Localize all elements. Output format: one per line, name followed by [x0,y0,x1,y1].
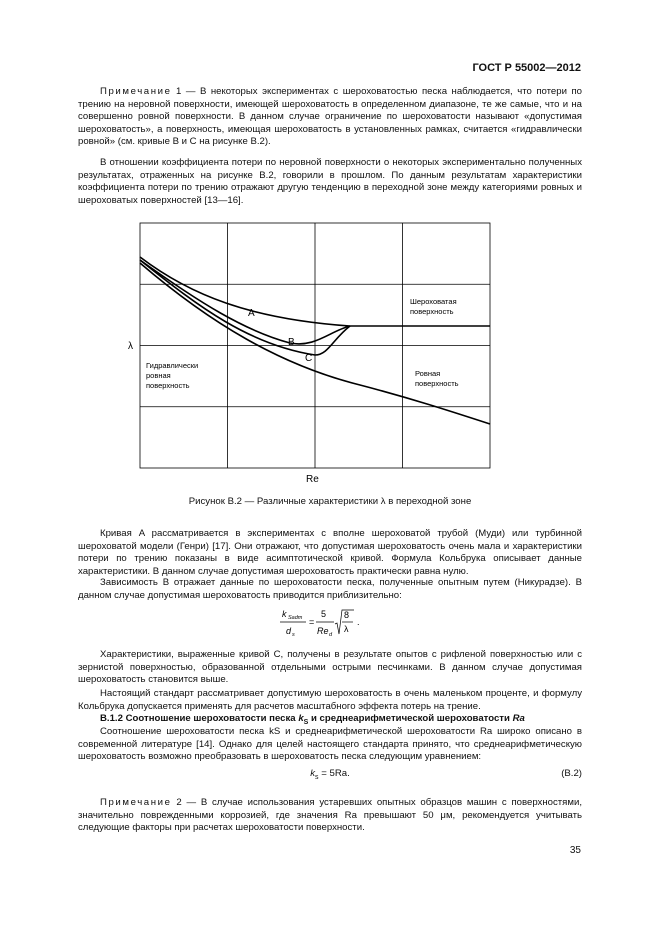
page-number: 35 [569,845,581,856]
equation-b2-number: (B.2) [561,768,582,779]
formula-root-den: λ [344,624,349,634]
paragraph-6: Соотношение шероховатости песка kS и среднеарифметической шероховатости Ra широко описано в современной литературе [14]. Однако для целей настоящего стандарта принято, что среднеарифметическую шероховатость возможно преобразовать в шероховатость песка следующим уравнением: [78,726,582,763]
figure-b2 [120,215,510,495]
eq2-rhs: = 5Ra. [318,768,350,779]
formula-period: . [357,617,360,627]
heading-ra: Ra [512,713,525,724]
paragraph-5: Настоящий стандарт рассматривает допустимую шероховатость в очень маленьком проценте, и формулу Кольбрука допускается применять для расчетов масштабного эффекта потерь на трение. [78,688,582,712]
formula-root-num: 8 [344,610,350,620]
formula-five: 5 [321,609,327,619]
paragraph-4: Характеристики, выраженные кривой C, получены в результате опытов с рифленой поверхностью или с зернистой поверхностью, образованной отдельными острыми песчинками. В данном случае допустимая шероховатость становится выше. [78,649,582,686]
equation-b2-body [78,768,582,781]
paragraph-2: Кривая A рассматривается в экспериментах с вполне шероховатой трубой (Муди) или турбинной шероховатой модели (Генри) [17]. Они отражают, что допустимая шероховатость очень мала и характеристики потери по трению показаны в виде асимптотической кривой. Формула Кольбрука описывает данные характеристики. В данном случае допустимая шероховатость практически равна нулю. [78,528,582,577]
note-1-lead: Примечание [100,86,172,97]
section-heading-b12 [100,713,582,726]
y-axis-label: λ [128,341,133,352]
curve-a-label: A [248,308,255,319]
curve-c-label: C [305,353,313,364]
document-header: ГОСТ Р 55002—2012 [472,62,581,74]
figure-caption: Рисунок B.2 — Различные характеристики λ в переходной зоне [188,496,472,507]
formula-equals: = [309,617,315,627]
formula-d-sub: s [292,632,295,638]
formula-re: Re [317,626,329,636]
heading-pre: B.1.2 Соотношение шероховатости песка [100,713,299,724]
note-1 [78,86,582,149]
note-2-lead: Примечание [100,797,172,808]
paragraph-3: Зависимость B отражает данные по шероховатости песка, полученные опытным путем (Никурадзе). В данном случае допустимая шероховатость приводится приблизительно: [78,577,582,601]
x-axis-label: Re [306,474,319,485]
curve-b-label: B [288,337,295,348]
curve-b [140,260,350,344]
smooth-surface-label-2: поверхность [415,379,459,388]
note-2 [78,797,582,835]
formula-d: d [286,626,292,636]
smooth-surface-label-1: Ровная [415,369,441,378]
hydraulically-smooth-label-2: ровная [146,371,171,380]
eq2-k: k [310,768,316,779]
note-2-body: 2 — В случае использования устаревших опытных образцов машин с поверхностями, значительно поврежденными коррозией, где значения Ra превышают 50 μм, рекомендуется учитывать следующие факторы при расчетах шероховатости поверхности. [78,797,582,834]
formula-b1 [278,604,378,642]
formula-k: k [282,609,287,619]
formula-re-sub: d [329,632,333,638]
heading-k: k [298,713,304,724]
hydraulically-smooth-label-1: Гидравлически [146,361,199,370]
heading-k-sub: S [303,718,309,726]
rough-surface-label-1: Шероховатая [410,297,457,306]
heading-mid: и среднеарифметической шероховатости [308,713,513,724]
paragraph-1: В отношении коэффициента потери по неровной поверхности о некоторых экспериментально полученных результатах, отраженных на рисунке B.2, говорили в прошлом. По данным результатам характеристики коэффициента потери по трению отражают другую тенденцию в переходной зоне между категориями ровных и шероховатых поверхностей [13—16]. [78,157,582,206]
note-1-body: 1 — В некоторых экспериментах с шероховатостью песка наблюдается, что потери по трению на неровной поверхности, имеющей шероховатость в определенном диапазоне, те же самые, что и на совершенно ровной поверхности. В данном случае ограничение по шероховатости называют «допустимая шероховатость», а поверхность, имеющая шероховатость в установленных рамках, считается «гидравлически ровной» (см. кривые B и C на рисунке B.2). [78,86,582,148]
formula-k-sub: Sadm [288,615,303,621]
eq2-k-sub: s [315,773,319,781]
hydraulically-smooth-label-3: поверхность [146,381,190,390]
curve-c [140,260,350,355]
rough-surface-label-2: поверхность [410,307,454,316]
